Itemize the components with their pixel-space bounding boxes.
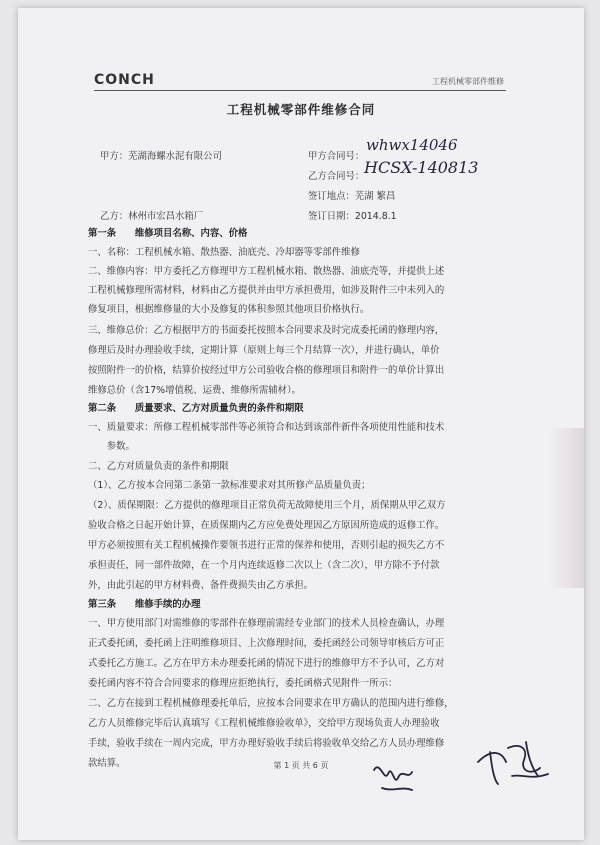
body-line: 承担责任，同一部件故障，在一个月内连续返修二次以上（含二次），甲方除不予付款 — [88, 560, 440, 571]
body-line: 正式委托函，委托函上注明维修项目、上次修理时间，委托函经公司领导审核后方可正 — [88, 638, 445, 649]
contract-no-b-value: HCSX-140813 — [364, 158, 479, 177]
body-line: 维修总价（含17%增值税、运费、维修所需辅材）。 — [88, 385, 302, 396]
party-b: 乙方：林州市宏昌水箱厂 — [100, 211, 204, 222]
page-number: 第 1 页 共 6 页 — [273, 761, 329, 770]
paper-stain — [548, 428, 584, 588]
header-label: 工程机械零部件维修 — [432, 77, 504, 86]
contract-no-a-label: 甲方合同号： — [308, 151, 365, 162]
conch-logo: CONCH — [94, 72, 155, 88]
body-line: 参数。 — [88, 441, 135, 452]
sign-place: 签订地点：芜湖 繁昌 — [308, 191, 396, 202]
body-line: 外，由此引起的甲方材料费、备件费损失由乙方承担。 — [88, 580, 314, 591]
body-line: 乙方人员维修完毕后认真填写《工程机械维修验收单》，交给甲方现场负责人办理验收 — [88, 718, 440, 729]
clause-heading: 第三条 维修手续的办理 — [88, 599, 201, 610]
sign-date: 签订日期：2014.8.1 — [308, 211, 397, 222]
body-line: 三、维修总价：乙方根据甲方的书面委托按照本合同要求及时完成委托函的修理内容， — [88, 325, 445, 336]
party-a: 甲方：芜湖海螺水泥有限公司 — [100, 151, 222, 162]
body-line: 一、名称：工程机械水箱、散热器、油底壳、冷却器等零部件维修 — [88, 247, 360, 258]
body-line: 修理后及时办理验收手续，定期计算（原则上每三个月结算一次），并进行确认，单价 — [88, 345, 440, 356]
body-line: 委托函内容不符合合同要求的修理应拒绝执行，委托函格式见附件一所示： — [88, 678, 398, 689]
body-line: 一、甲方使用部门对需维修的零部件在修理前需经专业部门的技术人员检查确认，办理 — [88, 618, 445, 629]
contract-page — [18, 8, 584, 840]
clause-heading: 第二条 质量要求、乙方对质量负责的条件和期限 — [88, 403, 304, 414]
contract-no-b-label: 乙方合同号： — [308, 171, 365, 182]
signature-right — [468, 732, 560, 792]
document-title: 工程机械零部件维修合同 — [226, 102, 376, 117]
body-line: 按照附件一的价格，结算价按经过甲方公司验收合格的修理项目和附件一的单价计算出 — [88, 365, 445, 376]
body-line: 工程机械修理所需材料，材料由乙方提供并由甲方承担费用，如涉及附件三中未列入的 — [88, 285, 445, 296]
body-line: 一、质量要求：所修工程机械零部件等必须符合和达到该部件新件各项使用性能和技术 — [88, 422, 445, 433]
body-line: 二、维修内容：甲方委托乙方修理甲方工程机械水箱、散热器、油底壳等，并提供上述 — [88, 266, 445, 277]
body-line: （2）、质保期限：乙方提供的修理项目正常负荷无故障使用三个月，质保期从甲乙双方 — [88, 500, 446, 511]
clause-heading: 第一条 维修项目名称、内容、价格 — [88, 228, 248, 239]
body-line: 款结算。 — [88, 758, 126, 769]
body-line: 验收合格之日起开始计算，在质保期内乙方应免费处理因乙方原因所造成的返修工作。 — [88, 520, 445, 531]
body-line: 手续，验收手续在一周内完成，甲方办理好验收手续后将验收单交给乙方人员办理维修 — [88, 738, 445, 749]
body-line: 二、乙方对质量负责的条件和期限 — [88, 461, 229, 472]
signature-left — [368, 752, 438, 802]
body-line: 式委托乙方施工。乙方在甲方未办理委托函的情况下进行的维修甲方不予认可，乙方对 — [88, 658, 445, 669]
body-line: 甲方必须按照有关工程机械操作要领书进行正常的保养和使用，否则引起的损失乙方不 — [88, 540, 445, 551]
body-line: 二、乙方在接到工程机械修理委托单后，应按本合同要求在甲方确认的范围内进行维修， — [88, 698, 454, 709]
contract-no-a-value: whwx14046 — [366, 136, 458, 154]
page-header — [94, 70, 506, 91]
body-line: （1）、乙方按本合同第二条第一款标准要求对其所修产品质量负责； — [88, 480, 371, 491]
body-line: 修复项目，根据维修量的大小及修复的体积参照其他项目价格执行。 — [88, 304, 370, 315]
